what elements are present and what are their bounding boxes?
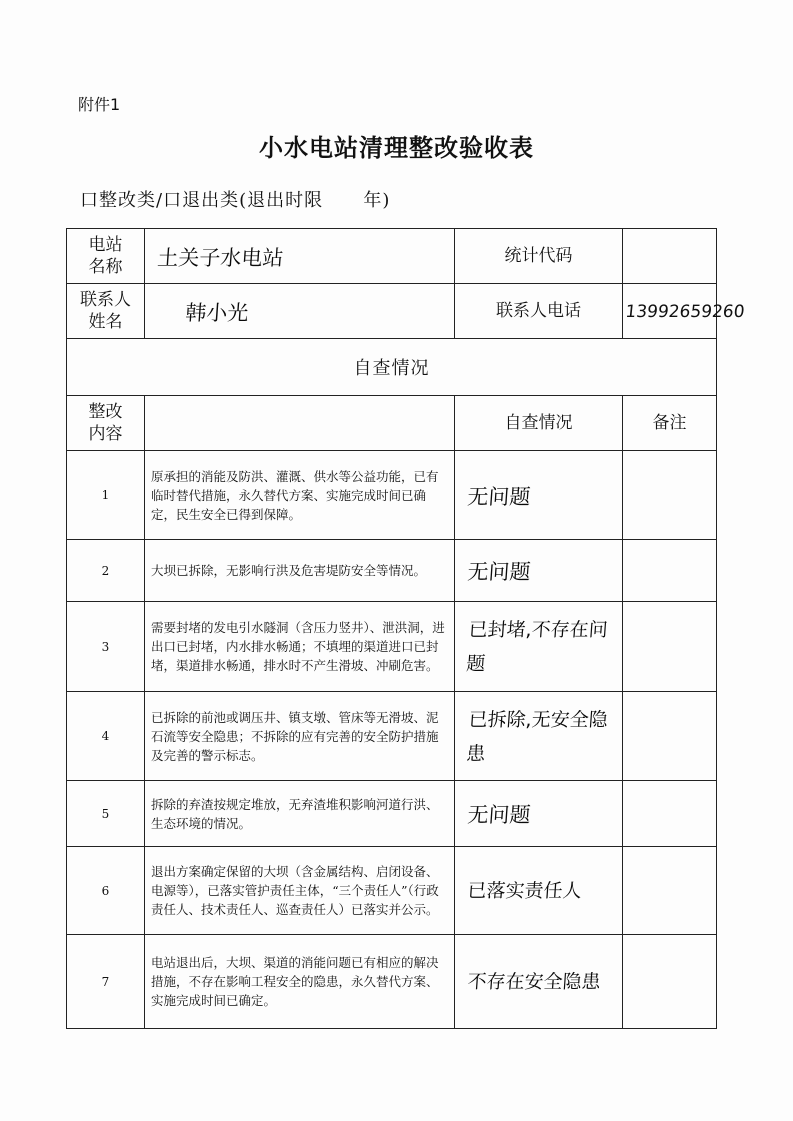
table-row — [67, 935, 717, 1029]
row-self-check: 已封堵,不存在问题 — [451, 602, 625, 692]
row-remark — [623, 781, 717, 847]
row-self-check: 已拆除,无安全隐患 — [451, 692, 625, 781]
phone-label: 联系人电话 — [455, 284, 623, 339]
contact-name-label: 联系人 姓名 — [67, 284, 145, 339]
station-name-value: 土关子水电站 — [143, 229, 457, 284]
table-row — [67, 602, 717, 692]
phone-value: 13992659260 — [620, 284, 720, 339]
contact-name-value: 韩小光 — [143, 284, 457, 339]
stat-code-label: 统计代码 — [455, 229, 623, 284]
row-content: 电站退出后，大坝、渠道的消能问题已有相应的解决措施，不存在影响工程安全的隐患，永久替代方案、实施完成时间已确定。 — [145, 935, 455, 1029]
row-self-check: 已落实责任人 — [451, 847, 625, 935]
section-header-row — [67, 339, 717, 396]
row-content: 原承担的消能及防洪、灌溉、供水等公益功能，已有临时替代措施，永久替代方案、实施完成时间已确定，民生安全已得到保障。 — [145, 451, 455, 540]
row-content: 需要封堵的发电引水隧洞（含压力竖井）、泄洪洞，进出口已封堵，内水排水畅通；不填埋的渠道进口已封堵，渠道排水畅通，排水时不产生滑坡、冲刷危害。 — [145, 602, 455, 692]
row-number: 5 — [67, 781, 145, 847]
attachment-label: 附件1 — [78, 95, 121, 114]
category-line: 口整改类/口退出类(退出时限 年) — [80, 190, 391, 211]
table-row — [67, 781, 717, 847]
row-self-check: 无问题 — [451, 451, 625, 540]
row-content: 拆除的弃渣按规定堆放，无弃渣堆积影响河道行洪、生态环境的情况。 — [145, 781, 455, 847]
row-number: 1 — [67, 451, 145, 540]
table-row — [67, 540, 717, 602]
row-content: 大坝已拆除，无影响行洪及危害堤防安全等情况。 — [145, 540, 455, 602]
content-column-header: 整改 内容 — [67, 396, 145, 451]
contact-row — [67, 284, 717, 339]
row-number: 3 — [67, 602, 145, 692]
section-header: 自查情况 — [67, 339, 717, 396]
stat-code-value — [623, 229, 717, 284]
row-self-check: 无问题 — [452, 540, 624, 602]
table-row — [67, 847, 717, 935]
self-check-column-header: 自查情况 — [455, 396, 623, 451]
row-remark — [623, 935, 717, 1029]
station-name-row — [67, 229, 717, 284]
remark-column-header: 备注 — [623, 396, 717, 451]
row-self-check: 不存在安全隐患 — [451, 935, 626, 1029]
column-header-row — [67, 396, 717, 451]
station-name-label: 电站 名称 — [67, 229, 145, 284]
row-content: 退出方案确定保留的大坝（含金属结构、启闭设备、电源等），已落实管护责任主体，“三个责任人”（行政责任人、技术责任人、巡查责任人）已落实并公示。 — [145, 847, 455, 935]
row-remark — [623, 602, 717, 692]
row-remark — [623, 451, 717, 540]
row-number: 6 — [67, 847, 145, 935]
row-number: 7 — [67, 935, 145, 1029]
table-row — [67, 692, 717, 781]
table-row — [67, 451, 717, 540]
row-content: 已拆除的前池或调压井、镇支墩、管床等无滑坡、泥石流等安全隐患；不拆除的应有完善的安全防护措施及完善的警示标志。 — [145, 692, 455, 781]
form-title: 小水电站清理整改验收表 — [259, 133, 534, 162]
row-self-check: 无问题 — [452, 781, 625, 847]
row-number: 2 — [67, 540, 145, 602]
content-column-header-blank — [145, 396, 455, 451]
row-remark — [623, 692, 717, 781]
row-remark — [623, 847, 717, 935]
row-remark — [623, 540, 717, 602]
acceptance-table — [66, 228, 746, 1029]
row-number: 4 — [67, 692, 145, 781]
